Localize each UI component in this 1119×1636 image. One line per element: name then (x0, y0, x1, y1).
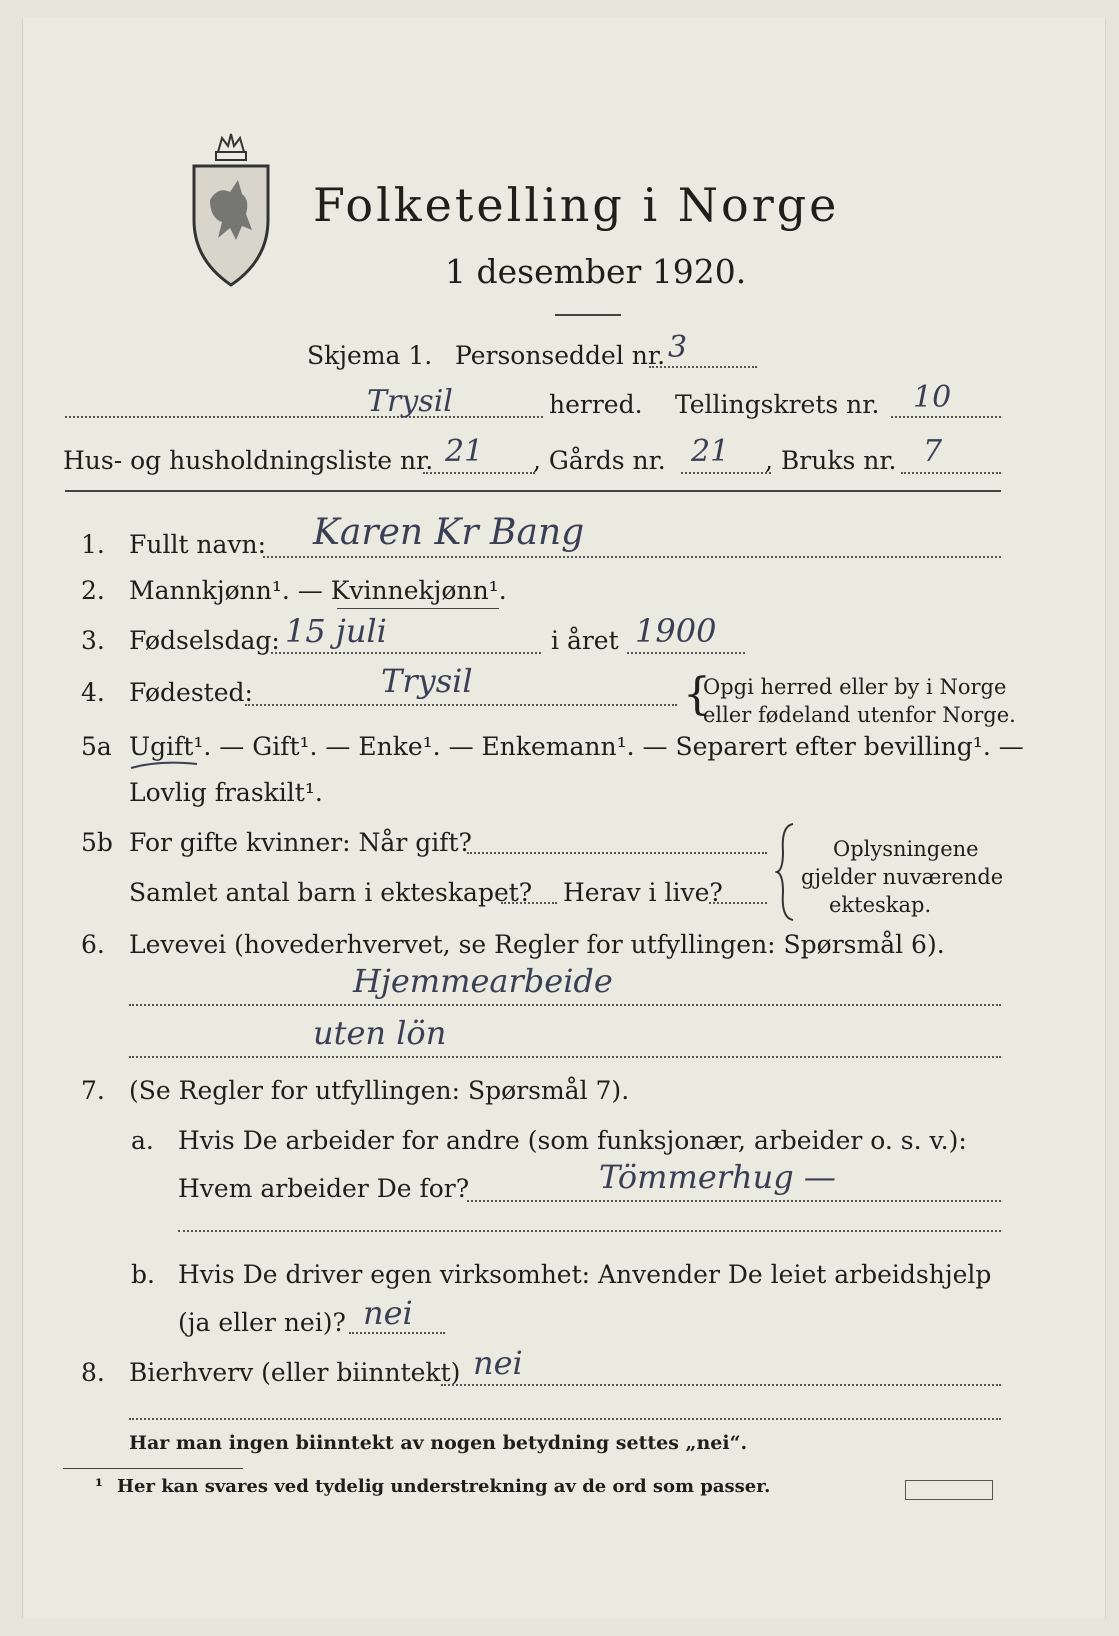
q8-line (441, 1384, 1001, 1386)
q4-number: 4. (81, 678, 105, 707)
q6-value-2: uten lön (313, 1014, 447, 1052)
gards-label: , Gårds nr. (533, 446, 666, 475)
q5b-children-line (501, 902, 557, 904)
skjema-label: Skjema 1. (307, 341, 433, 370)
q8-value: nei (473, 1344, 523, 1382)
q5b-note-3: ekteskap. (829, 893, 932, 917)
q5a-line-1: Ugift¹. — Gift¹. — Enke¹. — Enkemann¹. — Separert efter bevilling¹. — (129, 732, 1024, 761)
footnote-text: Her kan svares ved tydelig understrekning av de ord som passer. (117, 1476, 771, 1497)
q6-line-2 (129, 1056, 1001, 1058)
q2-label: Mannkjønn¹. — Kvinnekjønn¹. (129, 576, 507, 605)
q5b-note-2: gjelder nuværende (801, 865, 1004, 889)
q1-label: Fullt navn: (129, 530, 267, 559)
hus-label: Hus- og husholdningsliste nr. (63, 446, 434, 475)
q4-line (245, 704, 677, 706)
form-title: Folketelling i Norge (313, 178, 840, 232)
q6-label: Levevei (hovederhvervet, se Regler for utfyllingen: Spørsmål 6). (129, 930, 945, 959)
personseddel-value: 3 (668, 330, 688, 365)
q1-value: Karen Kr Bang (313, 512, 585, 553)
q1-line (263, 556, 1001, 558)
q2-number: 2. (81, 576, 105, 605)
personseddel-label: Personseddel nr. (455, 341, 666, 370)
q4-label: Fødested: (129, 678, 253, 707)
herred-label: herred. (549, 390, 643, 419)
q8-line-extra (129, 1418, 1001, 1420)
q4-brace: { (683, 669, 711, 720)
tellingskrets-line (891, 416, 1001, 418)
q7b-line (349, 1332, 445, 1334)
q3-day-value: 15 juli (285, 612, 387, 650)
tellingskrets-label: Tellingskrets nr. (675, 390, 880, 419)
gards-line (681, 472, 771, 474)
q7a-line (467, 1200, 1001, 1202)
q5b-children-label: Samlet antal barn i ekteskapet? (129, 878, 533, 907)
q6-value-1: Hjemmearbeide (353, 962, 613, 1000)
bruks-line (901, 472, 1001, 474)
bruks-label: , Bruks nr. (765, 446, 897, 475)
q3-number: 3. (81, 626, 105, 655)
tellingskrets-value: 10 (913, 380, 952, 415)
q5a-underline-mark (129, 758, 199, 772)
q7-label: (Se Regler for utfyllingen: Spørsmål 7). (129, 1076, 630, 1105)
footnote-rule (63, 1468, 243, 1469)
census-date: 1 desember 1920. (445, 252, 747, 291)
q2-underline (337, 608, 499, 609)
q6-number: 6. (81, 930, 105, 959)
q5b-married-line (467, 852, 767, 854)
q5b-brace (775, 822, 797, 922)
printer-stamp (905, 1480, 993, 1500)
coat-of-arms-icon (188, 130, 274, 290)
herred-line (65, 416, 543, 418)
footnote-mark: ¹ (95, 1476, 103, 1497)
gards-value: 21 (691, 434, 730, 469)
footer-note: Har man ingen biinntekt av nogen betydning settes „nei“. (129, 1432, 748, 1454)
q5b-alive-line (709, 902, 767, 904)
q8-number: 8. (81, 1358, 105, 1387)
q4-note-1: Opgi herred eller by i Norge (703, 675, 1007, 699)
q5a-line-2: Lovlig fraskilt¹. (129, 778, 323, 807)
q7a-line-2: Hvem arbeider De for? (178, 1174, 470, 1203)
personseddel-line (649, 366, 757, 368)
q8-label: Bierhverv (eller biinntekt) (129, 1358, 461, 1387)
q1-number: 1. (81, 530, 105, 559)
q7b-line-1: Hvis De driver egen virksomhet: Anvender De leiet arbeidshjelp (178, 1260, 992, 1289)
q4-note-2: eller fødeland utenfor Norge. (703, 703, 1016, 727)
q7a-line-1: Hvis De arbeider for andre (som funksjonær, arbeider o. s. v.): (178, 1126, 967, 1155)
q5a-number: 5a (81, 732, 112, 761)
q7a-line-extra (178, 1230, 1001, 1232)
q6-line-1 (129, 1004, 1001, 1006)
q5b-alive-label: Herav i live? (563, 878, 723, 907)
hus-value: 21 (445, 434, 484, 469)
q7a-number: a. (131, 1126, 154, 1155)
hus-line (423, 472, 535, 474)
q3-year-label: i året (551, 626, 619, 655)
q7b-number: b. (131, 1260, 155, 1289)
bruks-value: 7 (923, 434, 943, 469)
q3-label: Fødselsdag: (129, 626, 280, 655)
q4-value: Trysil (381, 662, 473, 700)
q3-year-line (627, 652, 745, 654)
header-divider (65, 490, 1001, 492)
herred-value: Trysil (367, 384, 453, 419)
q7b-line-2: (ja eller nei)? (178, 1308, 346, 1337)
q3-day-line (271, 652, 541, 654)
q7b-value: nei (363, 1294, 413, 1332)
q3-year-value: 1900 (635, 612, 717, 650)
q5b-note-1: Oplysningene (833, 837, 979, 861)
title-divider (555, 314, 621, 316)
q5b-line-1: For gifte kvinner: Når gift? (129, 828, 472, 857)
q7-number: 7. (81, 1076, 105, 1105)
census-form (22, 18, 1106, 1618)
q5b-number: 5b (81, 828, 113, 857)
q7a-value: Tömmerhug — (599, 1158, 836, 1196)
